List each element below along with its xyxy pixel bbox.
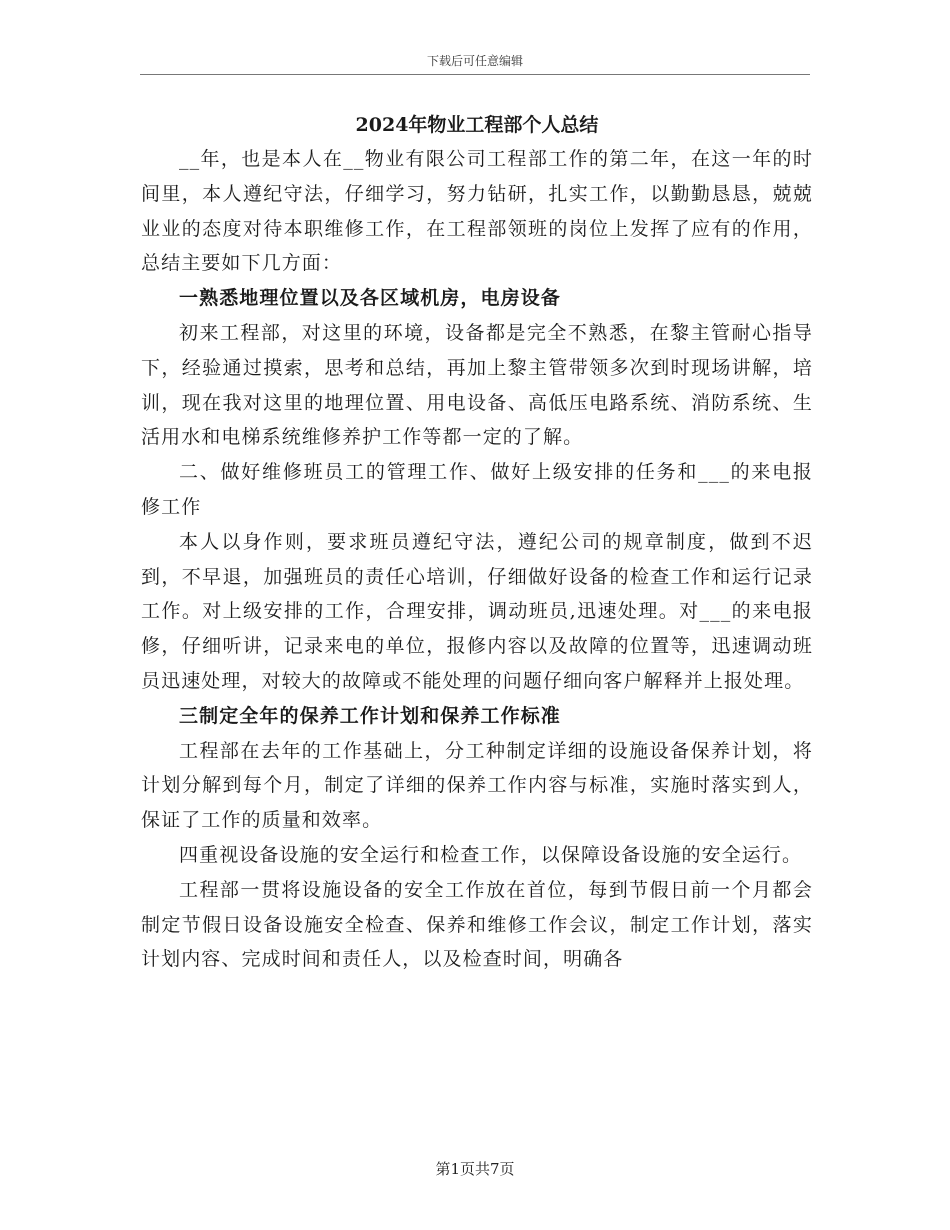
section-heading-1: 一熟悉地理位置以及各区域机房，电房设备	[179, 287, 561, 310]
section-heading-4: 四重视设备设施的安全运行和检查工作，以保障设备设施的安全运行。	[179, 843, 803, 866]
header-note: 下载后可任意编辑	[426, 54, 523, 68]
header-divider	[140, 74, 810, 75]
document-title: 2024年物业工程部个人总结	[355, 114, 599, 136]
document-body	[141, 108, 813, 977]
section-body-1: 初来工程部，对这里的环境，设备都是完全不熟悉，在黎主管耐心指导下，经验通过摸索，思考和总结，再加上黎主管带领多次到时现场讲解，培训，现在我对这里的地理位置、用电设备、高低压电路系统、消防系统、生活用水和电梯系统维修养护工作等都一定的了解。	[141, 321, 813, 449]
intro-paragraph: __年，也是本人在__物业有限公司工程部工作的第二年，在这一年的时间里，本人遵纪守法，仔细学习，努力钻研，扎实工作，以勤勤恳恳，兢兢业业的态度对待本职维修工作，在工程部领班的岗位上发挥了应有的作用，总结主要如下几方面：	[141, 148, 813, 275]
section-heading-2: 二、做好维修班员工的管理工作、做好上级安排的任务和___的来电报修工作	[141, 461, 813, 518]
section-body-4: 工程部一贯将设施设备的安全工作放在首位，每到节假日前一个月都会制定节假日设备设施安全检查、保养和维修工作会议，制定工作计划，落实计划内容、完成时间和责任人，以及检查时间，明确各	[141, 878, 813, 971]
section-heading-3: 三制定全年的保养工作计划和保养工作标准	[179, 704, 561, 727]
section-body-3: 工程部在去年的工作基础上，分工种制定详细的设施设备保养计划，将计划分解到每个月，制定了详细的保养工作内容与标准，实施时落实到人，保证了工作的质量和效率。	[141, 739, 813, 832]
section-body-2: 本人以身作则，要求班员遵纪守法，遵纪公司的规章制度，做到不迟到，不早退，加强班员的责任心培训，仔细做好设备的检查工作和运行记录工作。对上级安排的工作，合理安排，调动班员,迅速处理。对___的来电报修，仔细听讲，记录来电的单位，报修内容以及故障的位置等，迅速调动班员迅速处理，对较大的故障或不能处理的问题仔细向客户解释并上报处理。	[141, 530, 813, 692]
page-number: 第1页共7页	[435, 1160, 515, 1178]
